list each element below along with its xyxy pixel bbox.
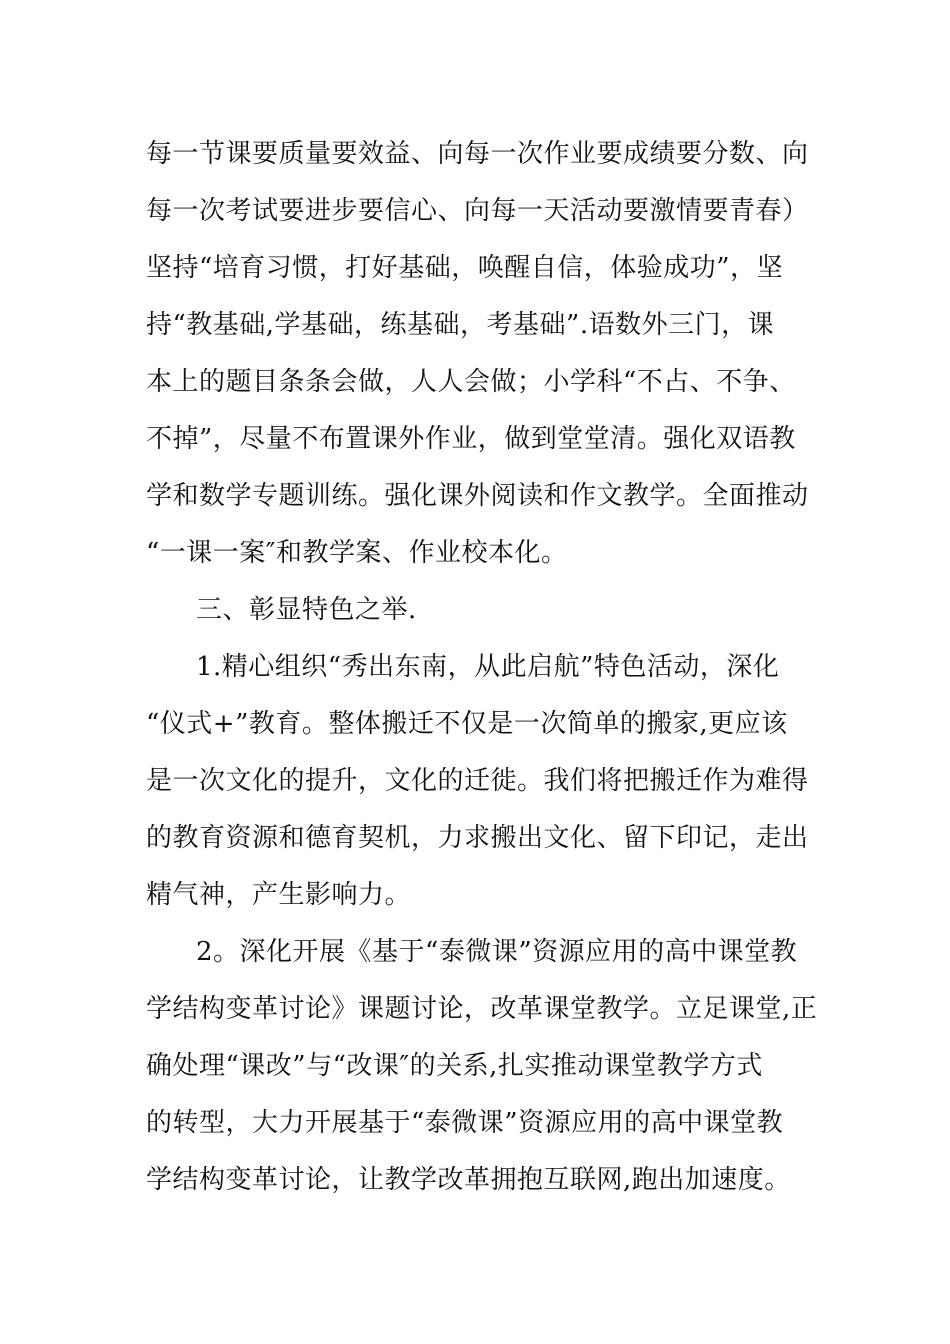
text-line: 学结构变革讨论，让教学改革拥抱互联网,跑出加速度。	[146, 1165, 791, 1195]
text-line: 学和数学专题训练。强化课外阅读和作文教学。全面推动	[146, 481, 809, 511]
text-line: 本上的题目条条会做，人人会做；小学科“不占、不争、	[146, 367, 796, 397]
text-line: 的教育资源和德育契机，力求搬出文化、留下印记，走出	[146, 823, 809, 853]
text-line: 不掉”，尽量不布置课外作业，做到堂堂清。强化双语教	[146, 424, 796, 454]
text-line: 确处理“课改”与“改课″的关系,扎实推动课堂教学方式	[146, 1051, 763, 1081]
text-line: “一课一案″和教学案、作业校本化。	[146, 538, 568, 568]
text-line: 每一节课要质量要效益、向每一次作业要成绩要分数、向	[146, 139, 809, 169]
text-line: 坚持“培育习惯，打好基础，唤醒自信，体验成功”，坚	[146, 253, 784, 283]
text-line: 的转型，大力开展基于“泰微课”资源应用的高中课堂教	[146, 1108, 784, 1138]
text-line: “仪式+”教育。整体搬迁不仅是一次简单的搬家,更应该	[146, 709, 788, 739]
text-line: 持“教基础,学基础，练基础，考基础”.语数外三门，课	[146, 310, 775, 340]
text-line: 是一次文化的提升，文化的迁徙。我们将把搬迁作为难得	[146, 766, 809, 796]
text-line: 每一次考试要进步要信心、向每一天活动要激情要青春）	[146, 196, 809, 226]
text-line: 1.精心组织“秀出东南，从此启航”特色活动，深化	[196, 652, 780, 682]
section-heading: 三、彰显特色之举.	[196, 595, 417, 625]
text-line: 学结构变革讨论》课题讨论，改革课堂教学。立足课堂,正	[146, 994, 818, 1024]
text-line: 精气神，产生影响力。	[146, 880, 412, 910]
text-line: 2。深化开展《基于“泰微课”资源应用的高中课堂教	[196, 937, 798, 967]
